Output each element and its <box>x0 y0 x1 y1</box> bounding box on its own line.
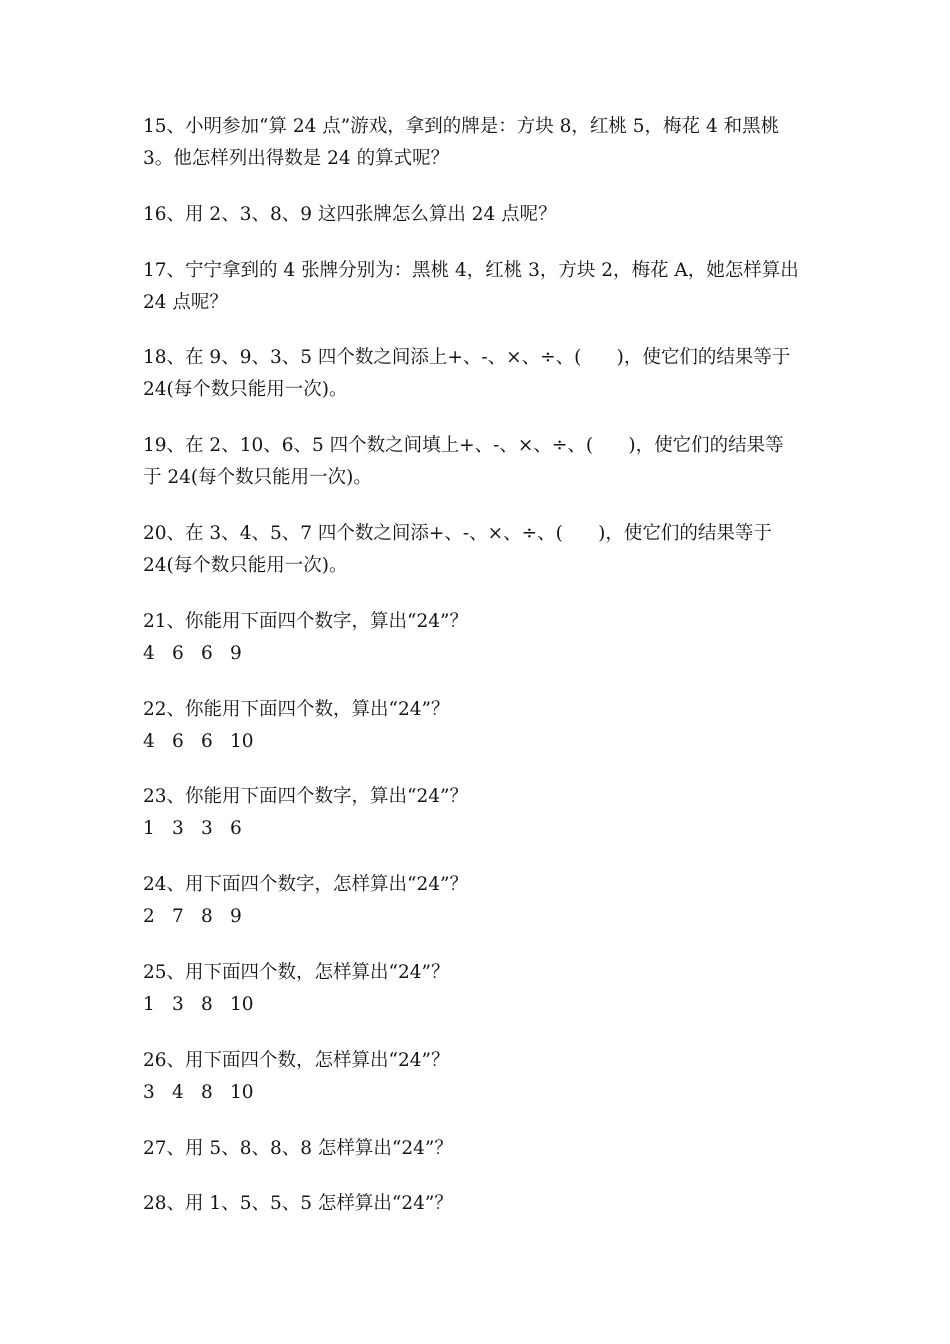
question-15-line-1: 15、小明参加“算 24 点”游戏，拿到的牌是：方块 8，红桃 5，梅花 4 和黑桃 <box>143 116 780 137</box>
number: 4 <box>172 1081 184 1103</box>
number: 1 <box>143 993 155 1015</box>
question-21 <box>143 606 910 670</box>
number: 6 <box>172 730 184 752</box>
number: 6 <box>230 818 242 840</box>
question-19 <box>143 430 910 494</box>
question-24 <box>143 869 910 933</box>
question-17 <box>143 255 910 319</box>
question-27 <box>143 1133 910 1165</box>
question-25-numbers <box>143 989 910 1021</box>
number: 10 <box>230 1081 254 1103</box>
question-24-numbers <box>143 901 910 933</box>
question-16 <box>143 199 910 231</box>
question-19-line-2: 于 24(每个数只能用一次)。 <box>143 467 372 489</box>
question-23-line-1: 23、你能用下面四个数字，算出“24”？ <box>143 786 468 808</box>
number: 3 <box>172 818 184 840</box>
number: 10 <box>230 730 254 752</box>
number: 4 <box>143 642 155 664</box>
question-23 <box>143 781 910 845</box>
number: 2 <box>143 906 155 928</box>
question-21-line-1: 21、你能用下面四个数字，算出“24”？ <box>143 610 468 632</box>
question-25-line-1: 25、用下面四个数，怎样算出“24”？ <box>143 961 450 983</box>
question-18-line-2: 24(每个数只能用一次)。 <box>143 379 348 401</box>
number: 7 <box>172 906 184 928</box>
question-20-line-2: 24(每个数只能用一次)。 <box>143 554 348 576</box>
question-24-line-1: 24、用下面四个数字，怎样算出“24”？ <box>143 874 468 896</box>
number: 3 <box>172 993 184 1015</box>
question-22-line-1: 22、你能用下面四个数，算出“24”？ <box>143 698 450 720</box>
number: 10 <box>230 993 254 1015</box>
number: 3 <box>201 818 213 840</box>
question-20 <box>143 518 910 582</box>
question-15-line-2: 3。他怎样列出得数是 24 的算式呢？ <box>143 148 450 169</box>
number: 9 <box>230 642 242 664</box>
number: 6 <box>172 642 184 664</box>
question-19-line-1: 19、在 2、10、6、5 四个数之间填上+、-、×、÷、( )，使它们的结果等 <box>143 435 784 457</box>
number: 9 <box>230 906 242 928</box>
question-26 <box>143 1045 910 1109</box>
number: 3 <box>143 1081 155 1103</box>
question-16-line-1: 16、用 2、3、8、9 这四张牌怎么算出 24 点呢？ <box>143 203 557 225</box>
question-20-line-1: 20、在 3、4、5、7 四个数之间添+、-、×、÷、( )，使它们的结果等于 <box>143 522 772 544</box>
question-28-line-1: 28、用 1、5、5、5 怎样算出“24”？ <box>143 1193 453 1215</box>
question-17-line-1: 17、宁宁拿到的 4 张牌分别为：黑桃 4，红桃 3，方块 2，梅花 A，她怎样算出 <box>143 259 799 281</box>
question-22 <box>143 694 910 758</box>
question-18 <box>143 342 910 406</box>
question-18-line-1: 18、在 9、9、3、5 四个数之间添上+、-、×、÷、( )，使它们的结果等于 <box>143 347 791 369</box>
question-17-line-2: 24 点呢？ <box>143 291 228 313</box>
number: 4 <box>143 730 155 752</box>
question-26-numbers <box>143 1077 910 1109</box>
number: 1 <box>143 818 155 840</box>
question-22-numbers <box>143 726 910 758</box>
question-27-line-1: 27、用 5、8、8、8 怎样算出“24”？ <box>143 1137 453 1159</box>
question-25 <box>143 957 910 1021</box>
question-26-line-1: 26、用下面四个数，怎样算出“24”？ <box>143 1049 450 1071</box>
number: 6 <box>201 642 213 664</box>
number: 8 <box>201 1081 213 1103</box>
number: 8 <box>201 993 213 1015</box>
number: 6 <box>201 730 213 752</box>
question-15 <box>143 111 910 175</box>
question-28 <box>143 1188 910 1220</box>
question-23-numbers <box>143 813 910 845</box>
number: 8 <box>201 906 213 928</box>
question-21-numbers <box>143 638 910 670</box>
